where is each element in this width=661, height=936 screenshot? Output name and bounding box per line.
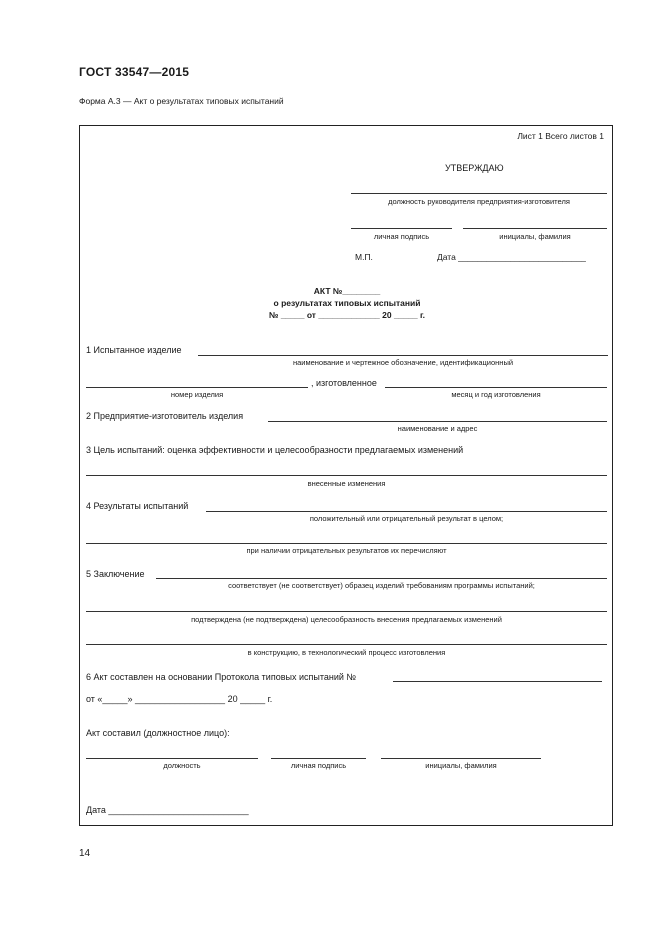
compiler-position-line[interactable] [86,758,258,759]
compiler-initials-caption: инициалы, фамилия [425,761,497,770]
section-1-label: 1 Испытанное изделие [86,345,182,355]
section-5-caption-3: в конструкцию, в технологический процесс изготовления [247,648,446,657]
approver-signature-caption: личная подпись [373,232,430,241]
section-4-caption-1: положительный или отрицательный результат в целом; [309,514,504,523]
approver-position-line[interactable] [351,193,607,194]
compiler-position-caption: должность [163,761,201,770]
protocol-date[interactable]: от «_____» __________________ 20 _____ г. [86,694,273,704]
approve-date[interactable]: Дата ___________________________ [437,252,586,262]
section-5-label: 5 Заключение [86,569,145,579]
tested-item-line[interactable] [198,355,608,356]
section-3-caption: внесенные изменения [307,479,386,488]
form-caption: Форма А.3 — Акт о результатах типовых испытаний [79,96,284,106]
approver-initials-caption: инициалы, фамилия [499,232,571,241]
act-title: о результатах типовых испытаний [273,298,421,308]
approver-initials-line[interactable] [463,228,607,229]
conclusion-line-1[interactable] [156,578,607,579]
compiler-signature-line[interactable] [271,758,366,759]
conclusion-line-2[interactable] [86,611,607,612]
item-number-line[interactable] [86,387,308,388]
compiled-by-label: Акт составил (должностное лицо): [86,728,230,738]
section-1-caption: наименование и чертежное обозначение, идентификационный [292,358,514,367]
act-number: АКТ №________ [313,286,381,296]
section-4-label: 4 Результаты испытаний [86,501,189,511]
page-number: 14 [79,848,91,859]
results-line[interactable] [206,511,607,512]
section-2-caption: наименование и адрес [397,424,478,433]
form-frame [79,125,613,826]
negative-results-line[interactable] [86,543,607,544]
section-5-caption-1: соответствует (не соответствует) образец изделий требованиям программы испытаний; [228,581,535,590]
section-4-caption-2: при наличии отрицательных результатов их перечисляют [246,546,447,555]
sheet-info: Лист 1 Всего листов 1 [517,131,604,141]
approver-signature-line[interactable] [351,228,452,229]
compiler-signature-caption: личная подпись [290,761,347,770]
section-2-label: 2 Предприятие-изготовитель изделия [86,411,244,421]
act-date-number: № _____ от _____________ 20 _____ г. [268,310,426,320]
conclusion-line-3[interactable] [86,644,607,645]
approver-position-caption: должность руководителя предприятия-изготовителя [388,197,570,206]
protocol-number-line[interactable] [393,681,602,682]
manufactured-label: , изготовленное [311,378,377,388]
item-number-caption: номер изделия [170,390,224,399]
manufacturer-line[interactable] [268,421,607,422]
compiled-date[interactable]: Дата ____________________________ [86,805,249,815]
section-5-caption-2: подтверждена (не подтверждена) целесообразность внесения предлагаемых изменений [191,615,502,624]
approve-title: УТВЕРЖДАЮ [445,163,504,173]
compiler-initials-line[interactable] [381,758,541,759]
section-3-label: 3 Цель испытаний: оценка эффективности и целесообразности предлагаемых изменений [86,445,464,455]
seal-label: М.П. [355,252,373,262]
section-6-label: 6 Акт составлен на основании Протокола типовых испытаний № [86,672,357,682]
manufacture-date-caption: месяц и год изготовления [451,390,541,399]
changes-line[interactable] [86,475,607,476]
manufacture-date-line[interactable] [385,387,607,388]
standard-code: ГОСТ 33547—2015 [79,65,190,79]
